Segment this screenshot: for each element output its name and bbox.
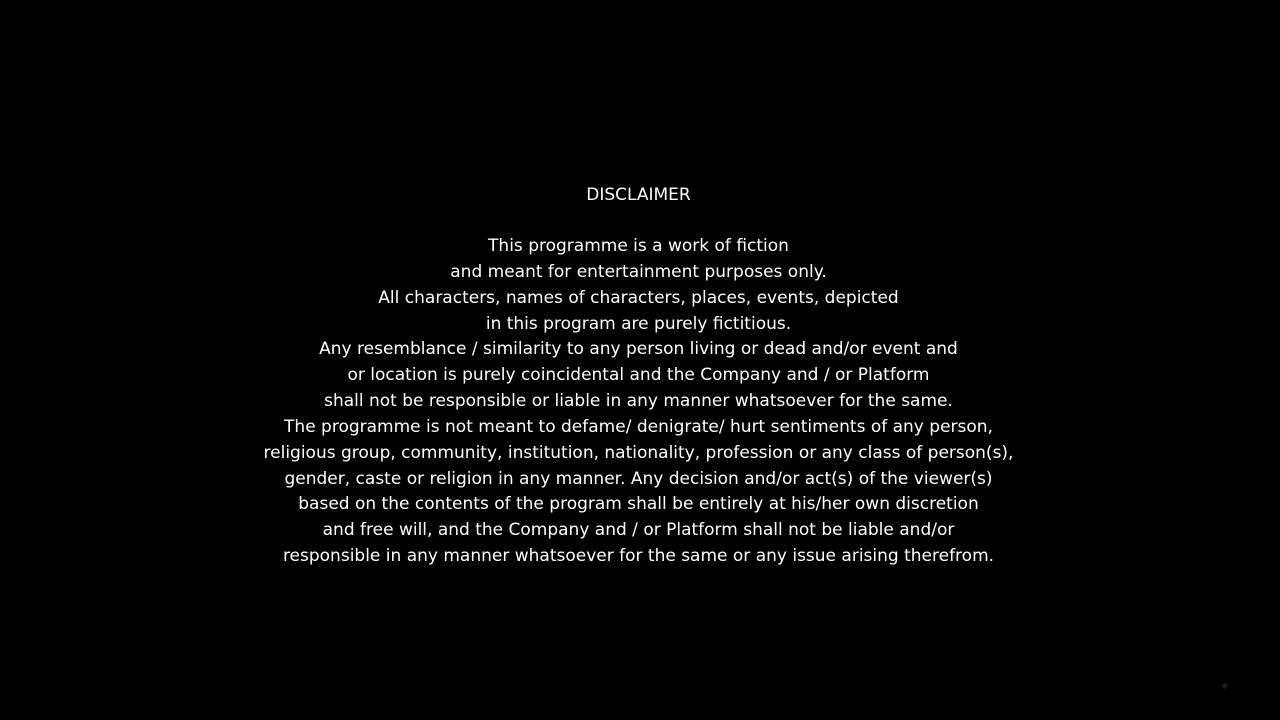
disclaimer-line: and meant for entertainment purposes only.	[450, 261, 827, 282]
disclaimer-line: gender, caste or religion in any manner. Any decision and/or act(s) of the viewer(s)	[284, 468, 993, 489]
disclaimer-title: DISCLAIMER	[586, 185, 691, 205]
disclaimer-line: All characters, names of characters, places, events, depicted	[378, 287, 899, 308]
disclaimer-line: in this program are purely fictitious.	[485, 313, 792, 334]
disclaimer-line: Any resemblance / similarity to any person living or dead and/or event and	[319, 339, 958, 360]
disclaimer-line: and free will, and the Company and / or Platform shall not be liable and/or	[322, 520, 955, 541]
disclaimer-line: The programme is not meant to defame/ denigrate/ hurt sentiments of any person,	[284, 416, 993, 437]
disclaimer-line: or location is purely coincidental and the Company and / or Platform	[347, 365, 930, 386]
disclaimer-line: based on the contents of the program shall be entirely at his/her own discretion	[298, 494, 979, 515]
disclaimer-line: responsible in any manner whatsoever for the same or any issue arising therefrom.	[282, 546, 995, 567]
disclaimer-line: This programme is a work of fiction	[488, 236, 789, 256]
disclaimer-body	[0, 234, 1277, 570]
disclaimer-line: religious group, community, institution, nationality, profession or any class of person(s),	[263, 442, 1014, 463]
faint-star-icon: ✱	[1221, 682, 1229, 692]
disclaimer-line: shall not be responsible or liable in any manner whatsoever for the same.	[324, 391, 953, 412]
